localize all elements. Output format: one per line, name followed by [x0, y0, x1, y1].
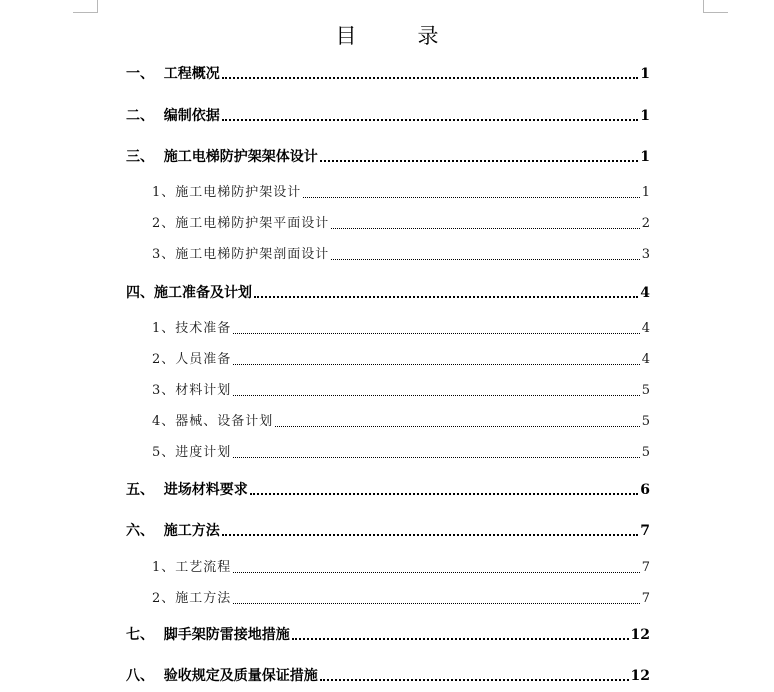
toc-entry-title: 工程概况 [163, 66, 220, 82]
toc-entry-number: 2、 [152, 352, 176, 367]
dot-leader [292, 637, 629, 640]
toc-entry-page: 12 [630, 627, 650, 643]
toc-entry-level2[interactable] [152, 558, 650, 578]
dot-leader [233, 571, 639, 573]
toc-entry-level2[interactable] [152, 412, 650, 432]
toc-entry-level2[interactable] [152, 319, 650, 339]
toc-entry-level1[interactable] [126, 106, 650, 126]
toc-entry-number: 1、 [152, 185, 176, 200]
toc-entry-level1[interactable] [126, 666, 650, 686]
toc-entry-level2[interactable] [152, 381, 650, 401]
toc-entry-number: 八、 [126, 668, 164, 684]
dot-leader [331, 227, 639, 229]
toc-entry-title: 材料计划 [175, 383, 232, 398]
toc-entry-number: 三、 [126, 149, 164, 165]
dot-leader [331, 258, 639, 260]
dot-leader [222, 76, 639, 79]
toc-entry-title: 技术准备 [175, 321, 232, 336]
toc-entry-number: 七、 [126, 627, 164, 643]
toc-entry-number: 3、 [152, 383, 176, 398]
dot-leader [233, 456, 639, 458]
toc-entry-page: 1 [641, 185, 650, 200]
toc-entry-page: 5 [641, 383, 650, 398]
toc-entry-title: 验收规定及质量保证措施 [163, 668, 318, 684]
toc-entry-page: 1 [640, 108, 650, 124]
toc-entry-level2[interactable] [152, 443, 650, 463]
toc-entry-number: 五、 [126, 482, 164, 498]
toc-entry-title: 施工电梯防护架剖面设计 [175, 247, 330, 262]
dot-leader [222, 118, 639, 121]
toc-entry-page: 4 [641, 321, 650, 336]
dot-leader [233, 394, 639, 396]
dot-leader [233, 602, 639, 604]
toc-entry-page: 1 [640, 66, 650, 82]
toc-entry-number: 1、 [152, 321, 176, 336]
dot-leader [233, 363, 639, 365]
toc-entry-title: 施工电梯防护架架体设计 [163, 149, 318, 165]
toc-entry-page: 12 [630, 668, 650, 684]
toc-entry-level1[interactable] [126, 147, 650, 167]
toc-entry-title: 施工方法 [163, 523, 220, 539]
toc-entry-page: 4 [641, 352, 650, 367]
toc-entry-number: 3、 [152, 247, 176, 262]
dot-leader [250, 492, 639, 495]
dot-leader [303, 196, 639, 198]
toc-entry-number: 2、 [152, 216, 176, 231]
toc-entry-level1[interactable] [126, 625, 650, 645]
dot-leader [222, 533, 639, 536]
toc-entry-number: 1、 [152, 560, 176, 575]
toc-entry-number: 二、 [126, 108, 164, 124]
toc-entry-title: 施工电梯防护架平面设计 [175, 216, 330, 231]
toc-entry-title: 进场材料要求 [163, 482, 248, 498]
toc-entry-level2[interactable] [152, 245, 650, 265]
toc-entry-level1[interactable] [126, 283, 650, 303]
dot-leader [320, 159, 639, 162]
toc-entry-title: 施工电梯防护架设计 [175, 185, 302, 200]
dot-leader [275, 425, 639, 427]
toc-entry-number: 六、 [126, 523, 164, 539]
toc-entry-level1[interactable] [126, 521, 650, 541]
toc-entry-title: 编制依据 [163, 108, 220, 124]
toc-entry-title: 施工准备及计划 [154, 285, 252, 301]
toc-entry-number: 4、 [152, 414, 176, 429]
toc-entry-title: 器械、设备计划 [175, 414, 274, 429]
toc-entry-page: 7 [641, 560, 650, 575]
toc-entry-level1[interactable] [126, 64, 650, 84]
toc-entry-number: 四、 [126, 285, 154, 301]
dot-leader [254, 295, 638, 298]
toc-entry-title: 进度计划 [175, 445, 232, 460]
toc-entry-title: 施工方法 [175, 591, 232, 606]
toc-entry-title: 工艺流程 [175, 560, 232, 575]
toc-entry-level2[interactable] [152, 589, 650, 609]
toc-entry-page: 7 [641, 591, 650, 606]
toc-entry-number: 5、 [152, 445, 176, 460]
toc-entry-number: 一、 [126, 66, 164, 82]
toc-entry-page: 3 [641, 247, 650, 262]
toc-title: 目 录 [335, 24, 459, 48]
toc-entry-page: 6 [640, 482, 650, 498]
toc-entry-page: 1 [640, 149, 650, 165]
dot-leader [233, 332, 639, 334]
toc-entry-title: 脚手架防雷接地措施 [163, 627, 290, 643]
toc-entry-page: 2 [641, 216, 650, 231]
toc-entry-page: 5 [641, 414, 650, 429]
toc-entry-level2[interactable] [152, 214, 650, 234]
toc-entry-level2[interactable] [152, 183, 650, 203]
toc-entry-level1[interactable] [126, 480, 650, 500]
toc-entry-page: 4 [640, 285, 650, 301]
toc-entry-title: 人员准备 [175, 352, 232, 367]
toc-entry-level2[interactable] [152, 350, 650, 370]
toc-entry-page: 7 [640, 523, 650, 539]
toc-entry-page: 5 [641, 445, 650, 460]
toc-entry-number: 2、 [152, 591, 176, 606]
dot-leader [320, 678, 629, 681]
